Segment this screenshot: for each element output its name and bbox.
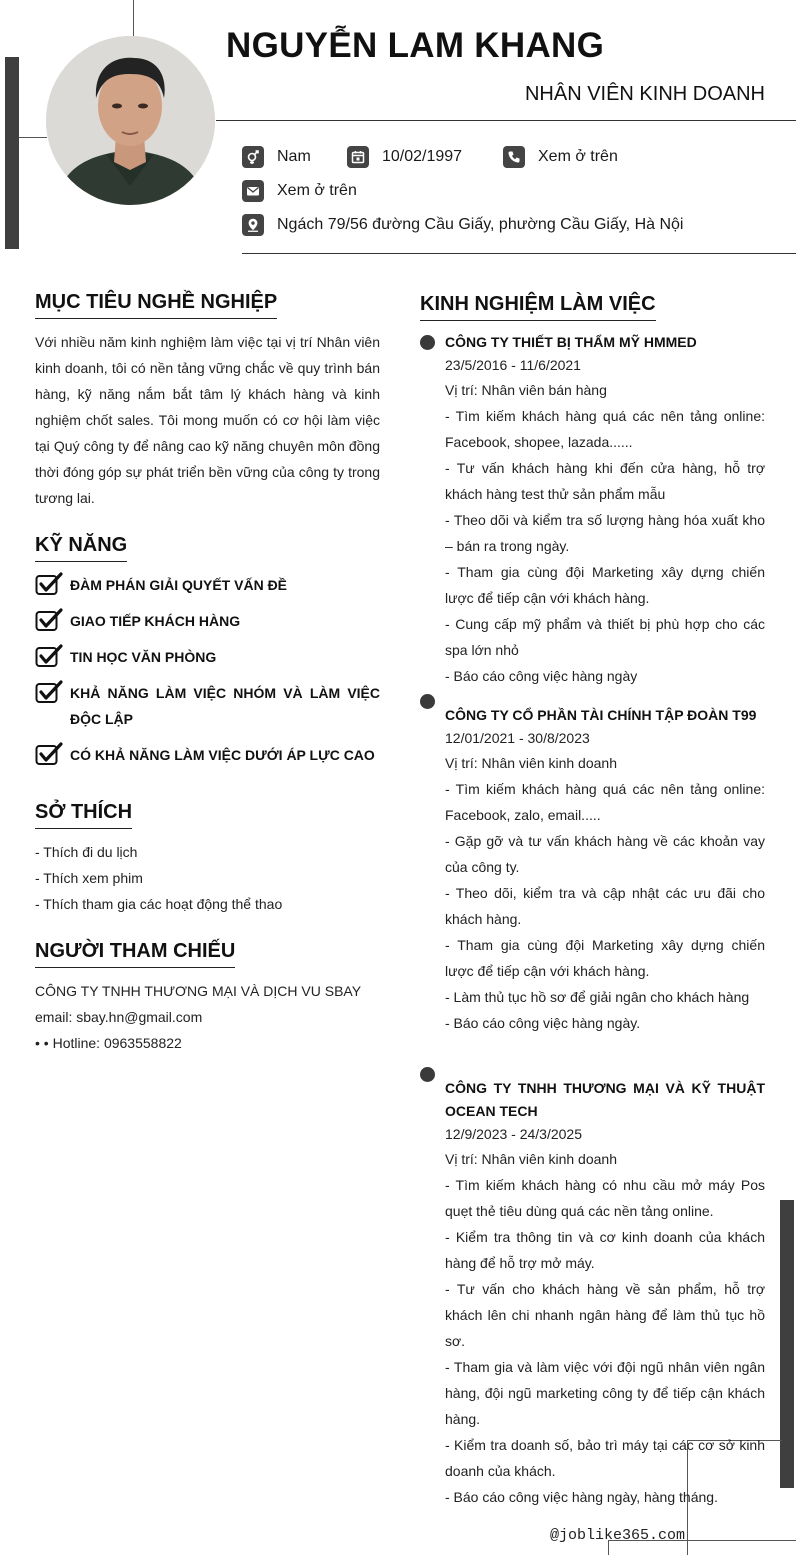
location-icon <box>242 214 264 236</box>
hobby-item: - Thích xem phim <box>35 870 143 886</box>
skill-item <box>35 644 380 670</box>
job-line: - Tham gia và làm việc với đội ngũ nhân viên ngân hàng, đội ngũ marketing công ty để tiếp cận khách hàng. <box>445 1359 765 1427</box>
skills-section-title: KỸ NĂNG <box>35 534 127 562</box>
job-dates: 12/9/2023 - 24/3/2025 <box>445 1126 583 1142</box>
hobbies-section-title: SỞ THÍCH <box>35 801 132 829</box>
candidate-job-title: NHÂN VIÊN KINH DOANH <box>524 83 765 105</box>
experience-section-title: KINH NGHIỆM LÀM VIỆC <box>420 293 656 321</box>
calendar-icon <box>347 146 369 168</box>
skill-item <box>35 680 380 732</box>
job-dates: 12/01/2021 - 30/8/2023 <box>445 730 590 746</box>
job-line: - Gặp gỡ và tư vấn khách hàng về các khoản vay của công ty. <box>445 833 765 875</box>
job-line: - Tìm kiếm khách hàng quá các nên tảng online: Facebook, shopee, lazada...... <box>445 408 765 450</box>
contact-birthday <box>347 146 462 168</box>
job-line: - Theo dõi, kiểm tra và cập nhật các ưu đãi cho khách hàng. <box>445 885 765 927</box>
skill-label: TIN HỌC VĂN PHÒNG <box>70 649 217 665</box>
job-line: - Báo cáo công việc hàng ngày. <box>445 1015 641 1031</box>
decorative-line <box>133 0 134 40</box>
checkbox-checked-icon <box>35 680 63 704</box>
reference-hotline: • • Hotline: 0963558822 <box>35 1035 182 1051</box>
job-line: - Cung cấp mỹ phẩm và thiết bị phù hợp cho các spa lớn nhỏ <box>445 616 765 658</box>
checkbox-checked-icon <box>35 608 63 632</box>
gender-icon <box>242 146 264 168</box>
phone-icon <box>503 146 525 168</box>
job-line: - Theo dõi và kiểm tra số lượng hàng hóa xuất kho – bán ra trong ngày. <box>445 512 765 554</box>
checkbox-checked-icon <box>35 572 63 596</box>
skill-item <box>35 608 380 634</box>
skill-label: ĐÀM PHÁN GIẢI QUYẾT VẤN ĐỀ <box>70 577 288 593</box>
decorative-line <box>19 137 47 138</box>
timeline-dot <box>420 694 435 709</box>
objective-section-title: MỤC TIÊU NGHỀ NGHIỆP <box>35 291 277 319</box>
reference-company: CÔNG TY TNHH THƯƠNG MẠI VÀ DỊCH VU SBAY <box>35 983 362 999</box>
objective-text: Với nhiều năm kinh nghiệm làm việc tại vị trí Nhân viên kinh doanh, tôi có nền tảng vững chắc về quy trình bán hàng, kỹ năng nắm bắt tâm lý khách hàng và kinh nghiệm chốt sales. Tôi mong muốn có cơ hội làm việc tại Quý công ty để nâng cao kỹ năng chuyên môn đồng thời đóng góp sự phát triển bền vững của công ty trong tương lai. <box>35 334 380 506</box>
skill-item <box>35 742 380 768</box>
job-line: - Tư vấn cho khách hàng về sản phẩm, hỗ trợ khách lên chi nhanh ngân hàng để làm thủ tục hồ sơ. <box>445 1281 765 1349</box>
job-line: - Tìm kiếm khách hàng có nhu cầu mở máy Pos quẹt thẻ tiêu dùng quá các nền tảng online. <box>445 1177 765 1219</box>
footer-watermark-url: @joblike365.com <box>550 1527 686 1544</box>
decorative-bar-left <box>5 57 19 249</box>
contact-gender <box>242 146 311 168</box>
job-line: - Tư vấn khách hàng khi đến cửa hàng, hỗ trợ khách hàng test thử sản phẩm mẫu <box>445 460 765 502</box>
job-line: - Làm thủ tục hồ sơ để giải ngân cho khách hàng <box>445 989 750 1005</box>
job-line: - Kiểm tra doanh số, bảo trì máy tại các cơ sở kinh doanh của khách. <box>445 1437 765 1479</box>
decorative-bar-right <box>780 1200 794 1488</box>
reference-email: email: sbay.hn@gmail.com <box>35 1009 203 1025</box>
skill-label: CÓ KHẢ NĂNG LÀM VIỆC DƯỚI ÁP LỰC CAO <box>70 747 375 763</box>
job-line: - Tham gia cùng đội Marketing xây dựng chiến lược để tiếp cận với khách hàng. <box>445 937 765 979</box>
contact-divider <box>242 253 796 254</box>
contact-address <box>242 214 683 236</box>
email-value: Xem ở trên <box>277 182 357 199</box>
skill-item <box>35 572 380 598</box>
timeline-dot <box>420 335 435 350</box>
contact-email <box>242 180 357 202</box>
job-line: - Kiểm tra thông tin và cơ kinh doanh của khách hàng để hỗ trợ mở máy. <box>445 1229 765 1271</box>
job-dates: 23/5/2016 - 11/6/2021 <box>445 357 581 373</box>
job-line: Vị trí: Nhân viên bán hàng <box>445 382 607 398</box>
avatar-photo <box>46 36 215 205</box>
hobby-item: - Thích đi du lịch <box>35 844 138 860</box>
envelope-icon <box>242 180 264 202</box>
job-line: - Tham gia cùng đội Marketing xây dựng chiến lược để tiếp cận với khách hàng. <box>445 564 765 606</box>
job-line: Vị trí: Nhân viên kinh doanh <box>445 1151 617 1167</box>
job-line: - Báo cáo công việc hàng ngày <box>445 668 638 684</box>
gender-value: Nam <box>277 148 311 165</box>
birthday-value: 10/02/1997 <box>382 148 463 165</box>
header-divider <box>216 120 796 121</box>
skill-label: KHẢ NĂNG LÀM VIỆC NHÓM VÀ LÀM VIỆC ĐỘC LẬP <box>70 685 380 727</box>
candidate-name: NGUYỄN LAM KHANG <box>226 26 605 65</box>
job-line: Vị trí: Nhân viên kinh doanh <box>445 755 617 771</box>
hobby-item: - Thích tham gia các hoạt động thể thao <box>35 896 283 912</box>
job-company: CÔNG TY TNHH THƯƠNG MẠI VÀ KỸ THUẬT OCEAN TECH <box>445 1080 765 1119</box>
job-line: - Báo cáo công việc hàng ngày, hàng tháng. <box>445 1489 718 1505</box>
phone-value: Xem ở trên <box>538 148 618 165</box>
timeline-dot <box>420 1067 435 1082</box>
address-value: Ngách 79/56 đường Cầu Giấy, phường Cầu Giấy, Hà Nội <box>277 216 684 233</box>
job-company: CÔNG TY THIẾT BỊ THẨM MỸ HMMED <box>445 334 697 350</box>
checkbox-checked-icon <box>35 742 63 766</box>
contact-phone <box>503 146 618 168</box>
skill-label: GIAO TIẾP KHÁCH HÀNG <box>70 613 241 629</box>
job-line: - Tìm kiếm khách hàng quá các nên tảng online: Facebook, zalo, email..... <box>445 781 765 823</box>
checkbox-checked-icon <box>35 644 63 668</box>
references-section-title: NGƯỜI THAM CHIẾU <box>35 940 235 968</box>
job-company: CÔNG TY CỔ PHẦN TÀI CHÍNH TẬP ĐOÀN T99 <box>445 707 757 723</box>
